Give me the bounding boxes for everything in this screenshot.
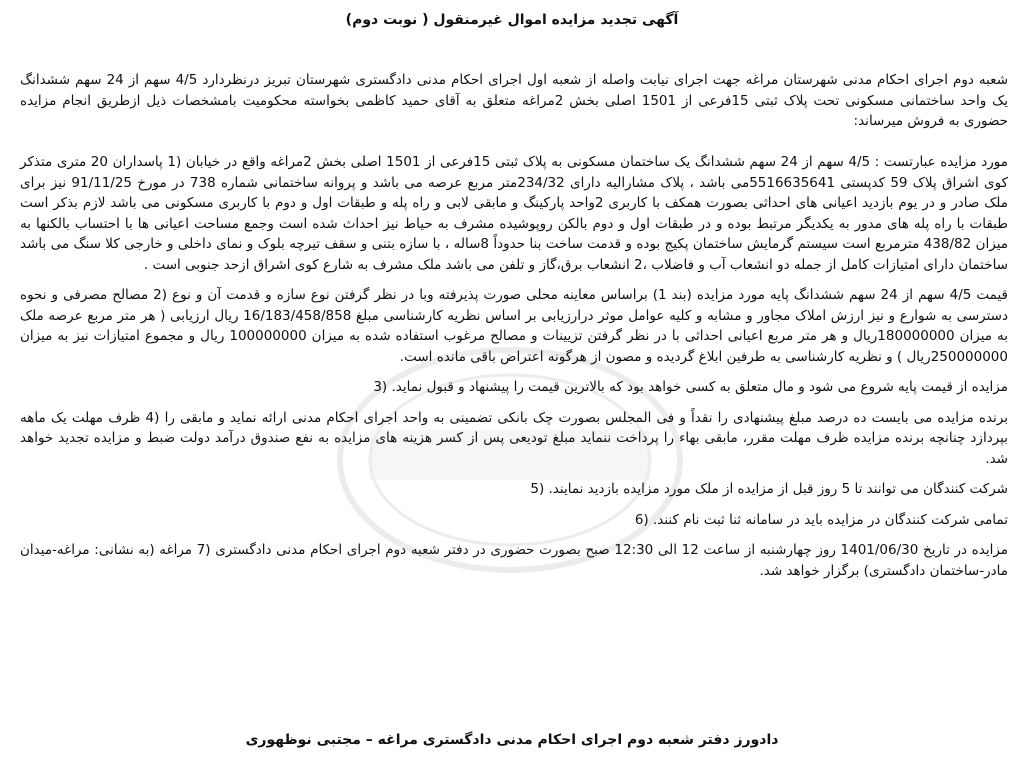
- notice-item-7: مزایده در تاریخ 1401/06/30 روز چهارشنبه از ساعت 12 الی 12:30 صبح بصورت حضوری در دفتر شعبه دوم اجرای احکام مدنی دادگستری (7 مراغه (به نشانی: مراغه-میدان مادر-ساختمان دادگستری) برگزار خواهد شد.: [20, 542, 1009, 579]
- notice-item-1: مورد مزایده عبارتست : 4/5 سهم از 24 سهم ششدانگ یک ساختمان مسکونی به پلاک ثبتی 15فرعی از 1501 اصلی بخش 2مراغه واقع در خیابان (1 پاسداران 20 متری متذکر کوی اشراق پلاک 59 کدپستی 5516635641می باشد ، پلاک مشاراليه دارای 234/32متر مربع عرصه می باشد و پروانه ساختمانی شماره 738 در مورخ 91/11/25 نیز برای ملک صادر و در یوم بازدید اعیانی های احداثی بصورت همکف با کاربری 2واحد پارکینگ و مابقی لابی و راه پله و طبقات اول و دوم با کاربری مسکونی می باشد لازم بذکر است طبقات با راه پله های مدور به یکدیگر مرتبط بوده و در طبقات اول و دوم بالکن روپوشیده مشرف به حیاط نیز احداث شده است وجمع مساحت اعیانی ها با احتساب بالکنها به میزان 438/82 مترمربع است سیستم گرمایش ساختمان پکیج بوده و قدمت ساخت بنا حدوداً 8ساله ، با سازه بتنی و سقف تیرچه بلوک و نمای داخلی و خارجی کلا سنگ می باشد ساختمان دارای امتیازات کامل از جمله دو انشعاب آب و فاضلاب ،2 انشعاب برق،گاز و تلفن می باشد ملک مشرف به شارع کوی اشراق ازحد جنوبی است .: [20, 154, 1008, 273]
- notice-signature: دادورز دفتر شعبه دوم اجرای احکام مدنی دادگستری مراغه – مجتبی نوظهوری: [245, 732, 779, 748]
- notice-item-6: تمامی شرکت کنندگان در مزایده باید در سامانه ثنا ثبت نام کنند. (6: [634, 511, 1008, 528]
- notice-item-5: شرکت کنندگان می توانند تا 5 روز قبل از مزایده از ملک مورد مزایده بازدید نمایند. (5: [530, 481, 1008, 497]
- notice-item-4: برنده مزایده می بایست ده درصد مبلغ پیشنهادی را نقداً و فی المجلس بصورت چک بانکی تضمینی به واحد اجرای احکام مدنی ارائه نماید و مابقی را (4 ظرف مهلت یک ماهه بپردازد چنانچه برنده مزایده ظرف مهلت مقرر، مابقی بهاء را پرداخت ننماید مبلغ تودیعی پس از کسر هزینه های مزایده به نفع صندوق درآمد دولت ضبط و مزایده تجدید خواهد شد.: [20, 409, 1009, 467]
- notice-items: [20, 152, 1008, 591]
- notice-intro: شعبه دوم اجرای احکام مدنی شهرستان مراغه جهت اجرای نیابت واصله از شعبه اول اجرای احکام مدنی دادگستری شهرستان تبریز درنظردارد 4/5 سهم از 24 سهم ششدانگ یک واحد ساختمانی مسکونی تحت پلاک ثبتی 15فرعی از 1501 اصلی بخش 2مراغه متعلق به آقای حمید کاظمی بخواسته محکومیت بامشخصات ذیل ازطریق انجام مزایده حضوری به فروش میرساند:: [20, 72, 1008, 129]
- notice-item-2: قیمت 4/5 سهم از 24 سهم ششدانگ پایه مورد مزایده (بند 1) براساس معاینه محلی صورت پذیرفته وبا در نظر گرفتن نوع سازه و قدمت آن و نوع (2 مصالح مصرفی و نحوه دسترسی به شوارع و نیز ارزش املاک مجاور و مشابه و کلیه عوامل موثر درارزیابی بر اساس نظریه کارشناسی مبلغ 16/183/458/858 ریال ارزیابی ( هر متر مربع عرصه ملک به میزان 180000000ریال و هر متر مربع اعیانی احداثی با در نظر گرفتن تزیینات و مصالح مرغوب استفاده شده به میزان 100000000 ریال و مجموع امتیازات نیز به میزان 250000000ریال ) و نظریه کارشناسی به طرفین ابلاغ گردیده و مصون از هرگونه اعتراض باقی مانده است.: [20, 287, 1009, 365]
- notice-title: آگهی تجدید مزایده اموال غیرمنقول ( نوبت دوم): [345, 12, 679, 28]
- notice-item-3: مزایده از قیمت پایه شروع می شود و مال متعلق به کسی خواهد بود که بالاترین قیمت را پیشنهاد و قبول نماید. (3: [373, 379, 1008, 395]
